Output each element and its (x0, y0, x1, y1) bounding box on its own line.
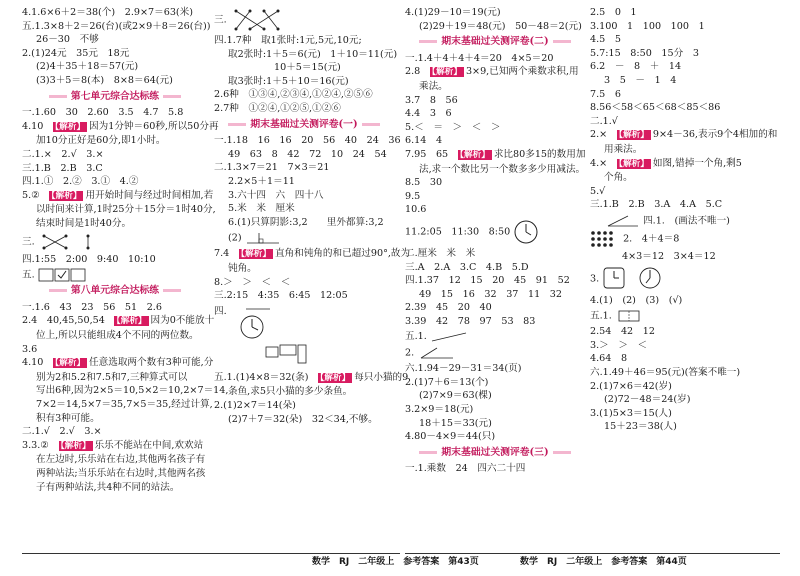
section-heading: 期末基础过关测评卷(一) (214, 118, 394, 132)
answer-line: 3.7 8 56 (405, 94, 458, 106)
answer-line: (3)3＋5＝8(本) 8×8＝64(元) (36, 74, 173, 86)
answer-line: 11.2:05 11:30 8:50 (405, 219, 585, 245)
answer-line: 五.1.(1)4×8＝32(条) 【解析】 每只小猫的9 (214, 371, 409, 383)
matching-lines-diagram (38, 233, 98, 251)
angle-drawing (245, 231, 281, 245)
answer-line: 4.(1)29－10＝19(元) (405, 7, 501, 18)
answer-line: 3.2×9＝18(元) (405, 403, 474, 415)
answer-line: 4.× 【解析】 如图,错掉一个角,剩5 (590, 157, 742, 169)
answer-line: 一.1.乘数 24 四六二十四 (405, 463, 526, 475)
answer-line: 法,求一个数比另一个数多多少用减法。 (419, 163, 586, 175)
column-1 (22, 6, 229, 494)
section-heading: 期末基础过关测评卷(三) (405, 446, 585, 460)
answer-line: 四. (214, 305, 394, 369)
line-segment-drawing (430, 331, 470, 343)
answer-line: 4.1.6×6＋2＝38(个) 2.9×7＝63(米) (22, 7, 194, 18)
answer-line: 写出6种,因为2×5＝10,5×2＝10,2×7＝14, (36, 385, 229, 397)
answer-line: 26－30 不够 (36, 34, 99, 46)
answer-line: 4.10 【解析】 任意选取两个数有3种可能,分 (22, 357, 214, 369)
cross-lines-diagram (230, 8, 286, 32)
clock-icon (513, 219, 539, 245)
page-footer-right: 数学 RJ 二年级上 参考答案 第44页 (520, 557, 687, 567)
column-3 (405, 6, 585, 476)
answer-line: (2)7＋7＝32(朵) 32＜34,不够。 (228, 413, 378, 425)
answer-line: 10＋5＝15(元) (274, 62, 341, 74)
answer-line: 三. (214, 8, 394, 32)
answer-line: 3.6 (22, 343, 38, 355)
answer-line: 乘法。 (419, 80, 448, 92)
answer-line: 2.(1)24元 35元 18元 (22, 47, 130, 59)
clock-and-views-drawing (230, 305, 350, 367)
analysis-tag: 【解析】 (54, 121, 86, 132)
answer-line: 4×3＝12 3×4＝12 (622, 251, 716, 262)
analysis-tag: 【解析】 (431, 67, 462, 78)
answer-line: 5.7:15 8:50 15分 3 (590, 47, 699, 59)
answer-line: 用乘法。 (604, 143, 643, 155)
answer-line: 5.米 米 厘米 (228, 203, 295, 215)
answer-line: 一.1.4＋4＋4＋4＝20 4×5＝20 (405, 52, 554, 64)
answer-line: 3.100 1 100 100 1 (590, 20, 705, 32)
dot-array-drawing (590, 230, 620, 248)
analysis-tag: 【解析】 (54, 358, 86, 369)
answer-line: 四.1.37 12 15 20 45 91 52 (405, 275, 570, 287)
section-heading: 期末基础过关测评卷(二) (405, 35, 585, 49)
analysis-tag: 【解析】 (618, 130, 649, 141)
answer-line: 8.5 30 (405, 177, 443, 189)
answer-line: 18＋15＝33(元) (419, 417, 492, 429)
answer-line: 6.(1)只算阴影:3,2 里外都算:3,2 (228, 216, 384, 228)
answer-line: 位上,所以只能组成4个不同的两位数。 (36, 329, 199, 341)
answer-line: 三.2:15 4:35 6:45 12:05 (214, 290, 348, 302)
answer-line: 9.5 (405, 190, 421, 202)
answer-line: 四.1:55 2:00 9:40 10:10 (22, 253, 156, 265)
answer-line: 49 63 8 42 72 10 24 54 (228, 148, 387, 160)
answer-line: 四.1.7种 取1张时:1元,5元,10元; (214, 35, 362, 46)
answer-line: 五.1. (405, 330, 585, 344)
answer-line: (2)72－48＝24(岁) (604, 394, 691, 406)
answer-line: 三.A 2.A 3.C 4.B 5.D (405, 261, 529, 273)
answer-line: 钝角。 (228, 263, 257, 274)
shape-drawing (615, 309, 675, 323)
answer-line: 5.＜ ＝ ＞ ＜ ＞ (405, 121, 501, 133)
answer-boxes (38, 268, 88, 282)
answer-line: 二.1.√ (590, 115, 618, 127)
drawn-angle (606, 214, 640, 228)
column-4 (590, 6, 780, 434)
answer-line: (2) (214, 231, 394, 245)
answer-line: 2.(1)7＋6＝13(个) (405, 376, 489, 388)
answer-line: 二.1.√ 2.√ 3.× (22, 426, 102, 438)
answer-line: 5.√ (590, 185, 606, 197)
answer-line: 7.95 65 【解析】 求比80多15的数用加 (405, 148, 586, 160)
angle-drawing (417, 346, 457, 360)
answer-line: 8.56＜58＜65＜68＜85＜86 (590, 102, 721, 114)
answer-line: 2.(1)2×7＝14(朵) (214, 399, 296, 411)
clock-faces-drawing (602, 266, 672, 292)
answer-line: 二.1.3×7＝21 7×3＝21 (214, 162, 330, 174)
section-heading: 第八单元综合达标练 (22, 284, 208, 298)
answer-line: 2.2×5＋1＝11 (228, 175, 295, 187)
answer-line: 7.5 6 (590, 88, 621, 100)
answer-line: 6.2 － 8 ＋ 14 (590, 61, 682, 73)
answer-line: 3.(1)5×3＝15(人) (590, 407, 672, 419)
answer-line: 2.4 40,45,50,54 【解析】 因为0不能放十 (22, 315, 215, 327)
answer-line: 3.3.② 【解析】 乐乐不能站在中间,欢欢站 (22, 439, 204, 451)
answer-line: 2.54 42 12 (590, 326, 655, 338)
answer-line: 在左边时,乐乐站在右边,其他两名孩子有 (36, 454, 206, 466)
answer-line: 2.7种 ①②④,①②⑤,①②⑥ (214, 102, 341, 114)
analysis-tag: 【解析】 (116, 316, 147, 327)
answer-line: 一.1.60 30 2.60 3.5 4.7 5.8 (22, 107, 184, 119)
answer-line: (2)4＋35＋18＝57(元) (36, 61, 139, 73)
answer-line: 一.1.6 43 23 56 51 2.6 (22, 301, 162, 313)
answer-line: 取2张时:1＋5＝6(元) 1＋10＝11(元) (228, 48, 398, 60)
answer-line: 积有3种可能。 (36, 412, 100, 424)
answer-line: 7.4 【解析】 直角和钝角的和已超过90°,故为 (214, 248, 411, 260)
page-footer-left: 数学 RJ 二年级上 参考答案 第43页 (312, 557, 479, 567)
answer-line: 4.10 【解析】 因为1分钟＝60秒,所以50分再 (22, 120, 219, 132)
answer-line: 子有两种站法,共4种不同的站法。 (36, 481, 180, 493)
answer-line: 五.1.3×8＋2＝26(台)(或2×9＋8＝26(台)) (22, 20, 211, 32)
answer-line: 二.1.× 2.√ 3.× (22, 148, 104, 160)
answer-line: 2.5 0 1 (590, 7, 637, 18)
answer-line: 以时间来计算,1时25分＋15分＝1时40分, (36, 204, 216, 216)
answer-line: 加10分正好是60分,即1小时。 (36, 135, 166, 147)
answer-line: 2. 4＋4＝8 (590, 230, 780, 248)
answer-line: 3.＞ ＞ ＜ (590, 339, 648, 351)
answer-line: 5.② 【解析】 用开始时间与经过时间相加,若 (22, 189, 214, 201)
answer-line: 6.14 4 (405, 135, 443, 147)
answer-line: 别为2和5.2和7.5和7,三种算式可以 (36, 371, 188, 383)
answer-line: 五. (22, 268, 208, 282)
answer-line: 三. (22, 233, 208, 251)
answer-line: 2.8 【解析】 3×9,已知两个乘数求积,用 (405, 66, 579, 78)
answer-line: 四.1. (画法不唯一) (590, 214, 780, 228)
analysis-tag: 【解析】 (459, 149, 490, 160)
answer-line: 4.5 5 (590, 34, 621, 46)
answer-line: 六.1.49＋46＝95(元)(答案不唯一) (590, 367, 741, 379)
analysis-tag: 【解析】 (618, 158, 649, 169)
answer-line: 4.80－4×9＝44(只) (405, 431, 496, 443)
column-2 (214, 6, 411, 426)
answer-line: 2.× 【解析】 9×4－36,表示9个4相加的和 (590, 129, 778, 141)
answer-line: 2.39 45 20 40 (405, 302, 492, 314)
answer-line: 2.(1)7×6＝42(岁) (590, 380, 672, 392)
answer-line: 3. (590, 266, 780, 292)
answer-line: 结束时间是1时40分。 (36, 217, 132, 229)
section-heading: 第七单元综合达标练 (22, 90, 208, 104)
answer-line: 3 5 － 1 4 (604, 74, 677, 86)
answer-line: 7×2＝14,5×7＝35,7×5＝35,经过计算, (36, 398, 213, 410)
answer-line: 15＋23＝38(人) (604, 421, 677, 433)
answer-line: 2. (405, 346, 585, 360)
answer-line: 三.1.B 2.B 3.A 4.A 5.C (590, 199, 723, 211)
answer-line: 取3张时:1＋5＋10＝16(元) (228, 75, 349, 87)
analysis-tag: 【解析】 (320, 372, 351, 383)
answer-line: 四.1.① 2.② 3.① 4.② (22, 176, 139, 188)
answer-line: 10.6 (405, 204, 427, 216)
answer-line: 两种站法;当乐乐站在右边时,其他两名孩 (36, 467, 206, 479)
answer-line: 4.64 8 (590, 353, 628, 365)
answer-line: 条鱼,求5只小猫的多少条鱼。 (228, 386, 353, 398)
answer-line: 3.六十四 六 四十八 (228, 189, 324, 201)
answer-line: 4.(1) (2) (3) (√) (590, 294, 683, 306)
answer-line: 49 15 16 32 37 11 32 (419, 288, 563, 300)
answer-line: 3.39 42 78 97 53 83 (405, 315, 536, 327)
answer-line: 4.4 3 6 (405, 108, 452, 120)
answer-line: 六.1.94－29－31＝34(页) (405, 363, 522, 375)
answer-line: 8.＞ ＞ ＜ ＜ (214, 276, 291, 288)
analysis-tag: 【解析】 (51, 190, 82, 201)
answer-line: 一.1.18 16 16 20 56 40 24 36 (214, 135, 401, 147)
answer-line: 个角。 (604, 172, 633, 184)
answer-line: (2)7×9＝63(棵) (419, 390, 492, 402)
analysis-tag: 【解析】 (60, 440, 91, 451)
answer-line: 三.1.B 2.B 3.C (22, 162, 103, 174)
answer-line: (2)29＋19＝48(元) 50－48＝2(元) (419, 20, 582, 32)
analysis-tag: 【解析】 (240, 249, 271, 260)
answer-line: 五.1. (590, 309, 780, 323)
answer-line: 2.6种 ①③④,②③④,①②④,②⑤⑥ (214, 89, 373, 101)
answer-line: 二.厘米 米 米 (405, 247, 476, 259)
